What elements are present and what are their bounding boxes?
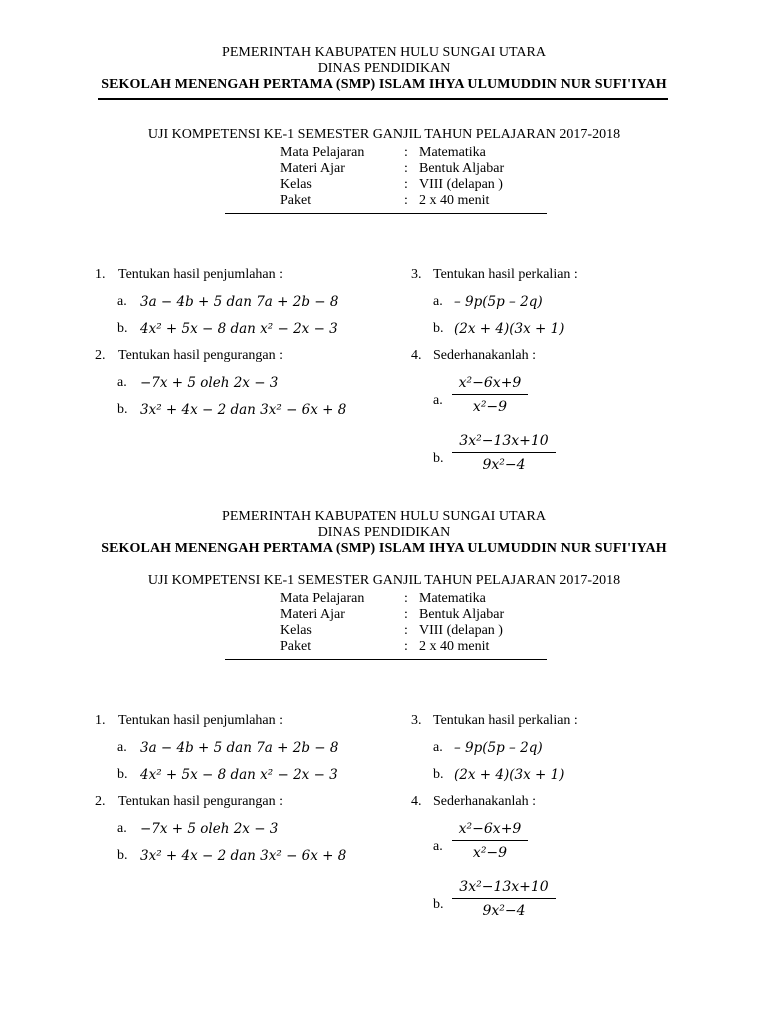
info-label: Materi Ajar	[280, 161, 345, 176]
info-colon: :	[404, 161, 408, 176]
option-letter: b.	[433, 321, 444, 336]
info-colon: :	[404, 193, 408, 208]
info-value: Matematika	[419, 591, 486, 606]
fraction-numerator: 3x²−13x+10	[459, 879, 549, 895]
option-letter: a.	[433, 839, 443, 854]
question-number: 1.	[95, 267, 106, 282]
info-colon: :	[404, 623, 408, 638]
info-value: 2 x 40 menit	[419, 193, 490, 208]
info-value: Bentuk Aljabar	[419, 607, 505, 622]
info-label: Mata Pelajaran	[280, 145, 365, 160]
fraction-numerator: 3x²−13x+10	[459, 433, 549, 449]
fraction-denominator: x²−9	[472, 845, 508, 861]
header-department: DINAS PENDIDIKAN	[317, 525, 451, 540]
header-divider	[98, 98, 668, 100]
info-divider	[225, 213, 547, 214]
info-colon: :	[404, 591, 408, 606]
header-department: DINAS PENDIDIKAN	[317, 61, 451, 76]
info-colon: :	[404, 145, 408, 160]
option-letter: b.	[117, 767, 128, 782]
math-expression: −7x + 5 oleh 2x − 3	[140, 375, 279, 391]
question-number: 4.	[411, 348, 422, 363]
fraction-bar	[452, 840, 528, 841]
exam-title: UJI KOMPETENSI KE-1 SEMESTER GANJIL TAHUN PELAJARAN 2017-2018	[147, 127, 621, 142]
option-letter: b.	[117, 321, 128, 336]
math-expression: 3a − 4b + 5 dan 7a + 2b − 8	[140, 294, 339, 310]
option-letter: b.	[433, 767, 444, 782]
math-expression: 3x² + 4x − 2 dan 3x² − 6x + 8	[140, 848, 347, 864]
info-value: VIII (delapan )	[419, 177, 503, 192]
option-letter: b.	[117, 402, 128, 417]
question-text: Tentukan hasil penjumlahan :	[118, 713, 284, 728]
fraction-denominator: 9x²−4	[482, 903, 526, 919]
info-value: VIII (delapan )	[419, 623, 503, 638]
question-number: 3.	[411, 713, 422, 728]
math-expression: – 9p(5p – 2q)	[454, 740, 543, 756]
fraction-bar	[452, 394, 528, 395]
math-expression: (2x + 4)(3x + 1)	[454, 767, 565, 783]
fraction-numerator: x²−6x+9	[458, 375, 522, 391]
info-label: Paket	[280, 639, 312, 654]
math-expression: (2x + 4)(3x + 1)	[454, 321, 565, 337]
info-value: Bentuk Aljabar	[419, 161, 505, 176]
info-value: 2 x 40 menit	[419, 639, 490, 654]
info-colon: :	[404, 177, 408, 192]
question-number: 1.	[95, 713, 106, 728]
info-label: Kelas	[280, 177, 312, 192]
question-number: 4.	[411, 794, 422, 809]
question-number: 2.	[95, 794, 106, 809]
option-letter: a.	[433, 393, 443, 408]
option-letter: b.	[117, 848, 128, 863]
info-value: Matematika	[419, 145, 486, 160]
fraction-denominator: 9x²−4	[482, 457, 526, 473]
math-expression: 3x² + 4x − 2 dan 3x² − 6x + 8	[140, 402, 347, 418]
info-label: Materi Ajar	[280, 607, 345, 622]
info-label: Paket	[280, 193, 312, 208]
option-letter: a.	[433, 740, 443, 755]
math-expression: – 9p(5p – 2q)	[454, 294, 543, 310]
header-school: SEKOLAH MENENGAH PERTAMA (SMP) ISLAM IHYA ULUMUDDIN NUR SUFI'IYAH	[101, 77, 667, 92]
fraction-denominator: x²−9	[472, 399, 508, 415]
question-number: 3.	[411, 267, 422, 282]
question-text: Sederhanakanlah :	[433, 794, 537, 809]
option-letter: a.	[117, 740, 127, 755]
info-label: Kelas	[280, 623, 312, 638]
question-text: Tentukan hasil pengurangan :	[118, 348, 284, 363]
fraction-4b	[452, 432, 556, 474]
fraction-bar	[452, 898, 556, 899]
info-colon: :	[404, 607, 408, 622]
math-expression: −7x + 5 oleh 2x − 3	[140, 821, 279, 837]
question-text: Tentukan hasil pengurangan :	[118, 794, 284, 809]
question-text: Tentukan hasil penjumlahan :	[118, 267, 284, 282]
math-expression: 4x² + 5x − 8 dan x² − 2x − 3	[140, 321, 338, 337]
option-letter: a.	[117, 294, 127, 309]
question-text: Tentukan hasil perkalian :	[433, 713, 578, 728]
option-letter: b.	[433, 451, 444, 466]
info-label: Mata Pelajaran	[280, 591, 365, 606]
info-colon: :	[404, 639, 408, 654]
question-text: Tentukan hasil perkalian :	[433, 267, 578, 282]
fraction-4a	[452, 374, 528, 416]
option-letter: a.	[117, 375, 127, 390]
question-text: Sederhanakanlah :	[433, 348, 537, 363]
fraction-4b	[452, 878, 556, 920]
header-government: PEMERINTAH KABUPATEN HULU SUNGAI UTARA	[222, 509, 546, 524]
question-number: 2.	[95, 348, 106, 363]
exam-title: UJI KOMPETENSI KE-1 SEMESTER GANJIL TAHUN PELAJARAN 2017-2018	[147, 573, 621, 588]
header-government: PEMERINTAH KABUPATEN HULU SUNGAI UTARA	[222, 45, 546, 60]
math-expression: 3a − 4b + 5 dan 7a + 2b − 8	[140, 740, 339, 756]
math-expression: 4x² + 5x − 8 dan x² − 2x − 3	[140, 767, 338, 783]
fraction-4a	[452, 820, 528, 862]
header-school: SEKOLAH MENENGAH PERTAMA (SMP) ISLAM IHYA ULUMUDDIN NUR SUFI'IYAH	[101, 541, 667, 556]
option-letter: b.	[433, 897, 444, 912]
option-letter: a.	[433, 294, 443, 309]
fraction-bar	[452, 452, 556, 453]
option-letter: a.	[117, 821, 127, 836]
fraction-numerator: x²−6x+9	[458, 821, 522, 837]
info-divider	[225, 659, 547, 660]
